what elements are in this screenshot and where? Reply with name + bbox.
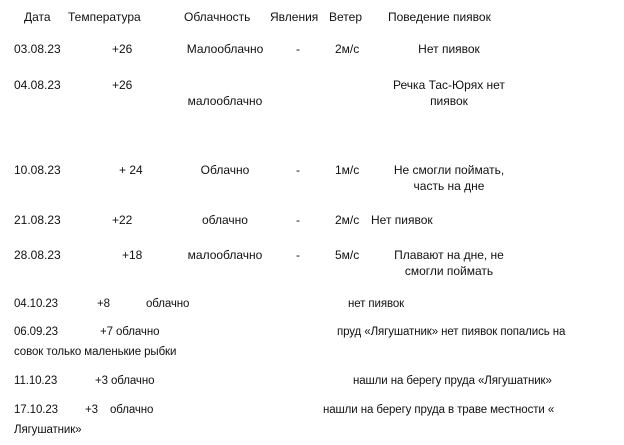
row-behavior: Нет пиявок <box>418 42 480 56</box>
note-cloud: облачно <box>146 298 190 310</box>
row-behavior-cont: смогли поймать <box>404 264 494 278</box>
row-wind: 2м/с <box>335 42 360 56</box>
row-phenomena: - <box>296 213 300 227</box>
row-cloud: малооблачно <box>187 94 263 108</box>
row-behavior: Плавают на дне, не <box>394 248 504 262</box>
row-cloud: облачно <box>202 213 248 227</box>
row-behavior-cont: часть на дне <box>413 179 485 193</box>
header-phenomena: Явления <box>270 10 319 24</box>
row-temp: +26 <box>112 78 133 92</box>
row-temp: +22 <box>112 213 133 227</box>
row-wind: 2м/с <box>335 213 360 227</box>
note-text-cont: Лягушатник» <box>14 424 82 436</box>
row-temp: +26 <box>112 42 133 56</box>
row-temp: +18 <box>122 248 143 262</box>
header-wind: Ветер <box>329 10 362 24</box>
row-wind: 1м/с <box>335 163 360 177</box>
row-date: 03.08.23 <box>14 42 61 56</box>
note-temp: +8 <box>97 298 110 310</box>
row-wind: 5м/с <box>335 248 360 262</box>
header-temperature: Температура <box>68 10 141 24</box>
row-cloud: Облачно <box>200 163 250 177</box>
note-date: 17.10.23 <box>14 404 58 416</box>
row-behavior: Не смогли поймать, <box>393 163 505 177</box>
row-behavior: Нет пиявок <box>371 213 433 227</box>
note-text: нет пиявок <box>348 298 405 310</box>
note-temp-cloud: +7 облачно <box>100 326 160 338</box>
row-temp: + 24 <box>119 163 143 177</box>
row-date: 10.08.23 <box>14 163 61 177</box>
row-behavior-cont: пиявок <box>430 94 468 108</box>
note-date: 06.09.23 <box>14 326 58 338</box>
note-text-cont: совок только маленькие рыбки <box>14 346 177 358</box>
note-cloud: облачно <box>110 404 154 416</box>
note-temp-cloud: +3 облачно <box>95 375 155 387</box>
note-text: пруд «Лягушатник» нет пиявок попались на <box>337 326 566 338</box>
header-cloudiness: Облачность <box>184 10 251 24</box>
row-phenomena: - <box>296 248 300 262</box>
row-phenomena: - <box>296 42 300 56</box>
row-date: 04.08.23 <box>14 78 61 92</box>
header-behavior: Поведение пиявок <box>388 10 491 24</box>
note-text: нашли на берегу пруда в траве местности « <box>323 404 555 416</box>
note-date: 04.10.23 <box>14 298 58 310</box>
note-date: 11.10.23 <box>14 375 58 387</box>
row-cloud: Малооблачно <box>186 42 264 56</box>
row-phenomena: - <box>296 163 300 177</box>
row-behavior: Речка Тас-Юрях нет <box>393 78 505 92</box>
note-temp: +3 <box>85 404 98 416</box>
row-date: 28.08.23 <box>14 248 61 262</box>
row-date: 21.08.23 <box>14 213 61 227</box>
note-text: нашли на берегу пруда «Лягушатник» <box>353 375 552 387</box>
header-date: Дата <box>24 10 51 24</box>
row-cloud: малооблачно <box>187 248 263 262</box>
